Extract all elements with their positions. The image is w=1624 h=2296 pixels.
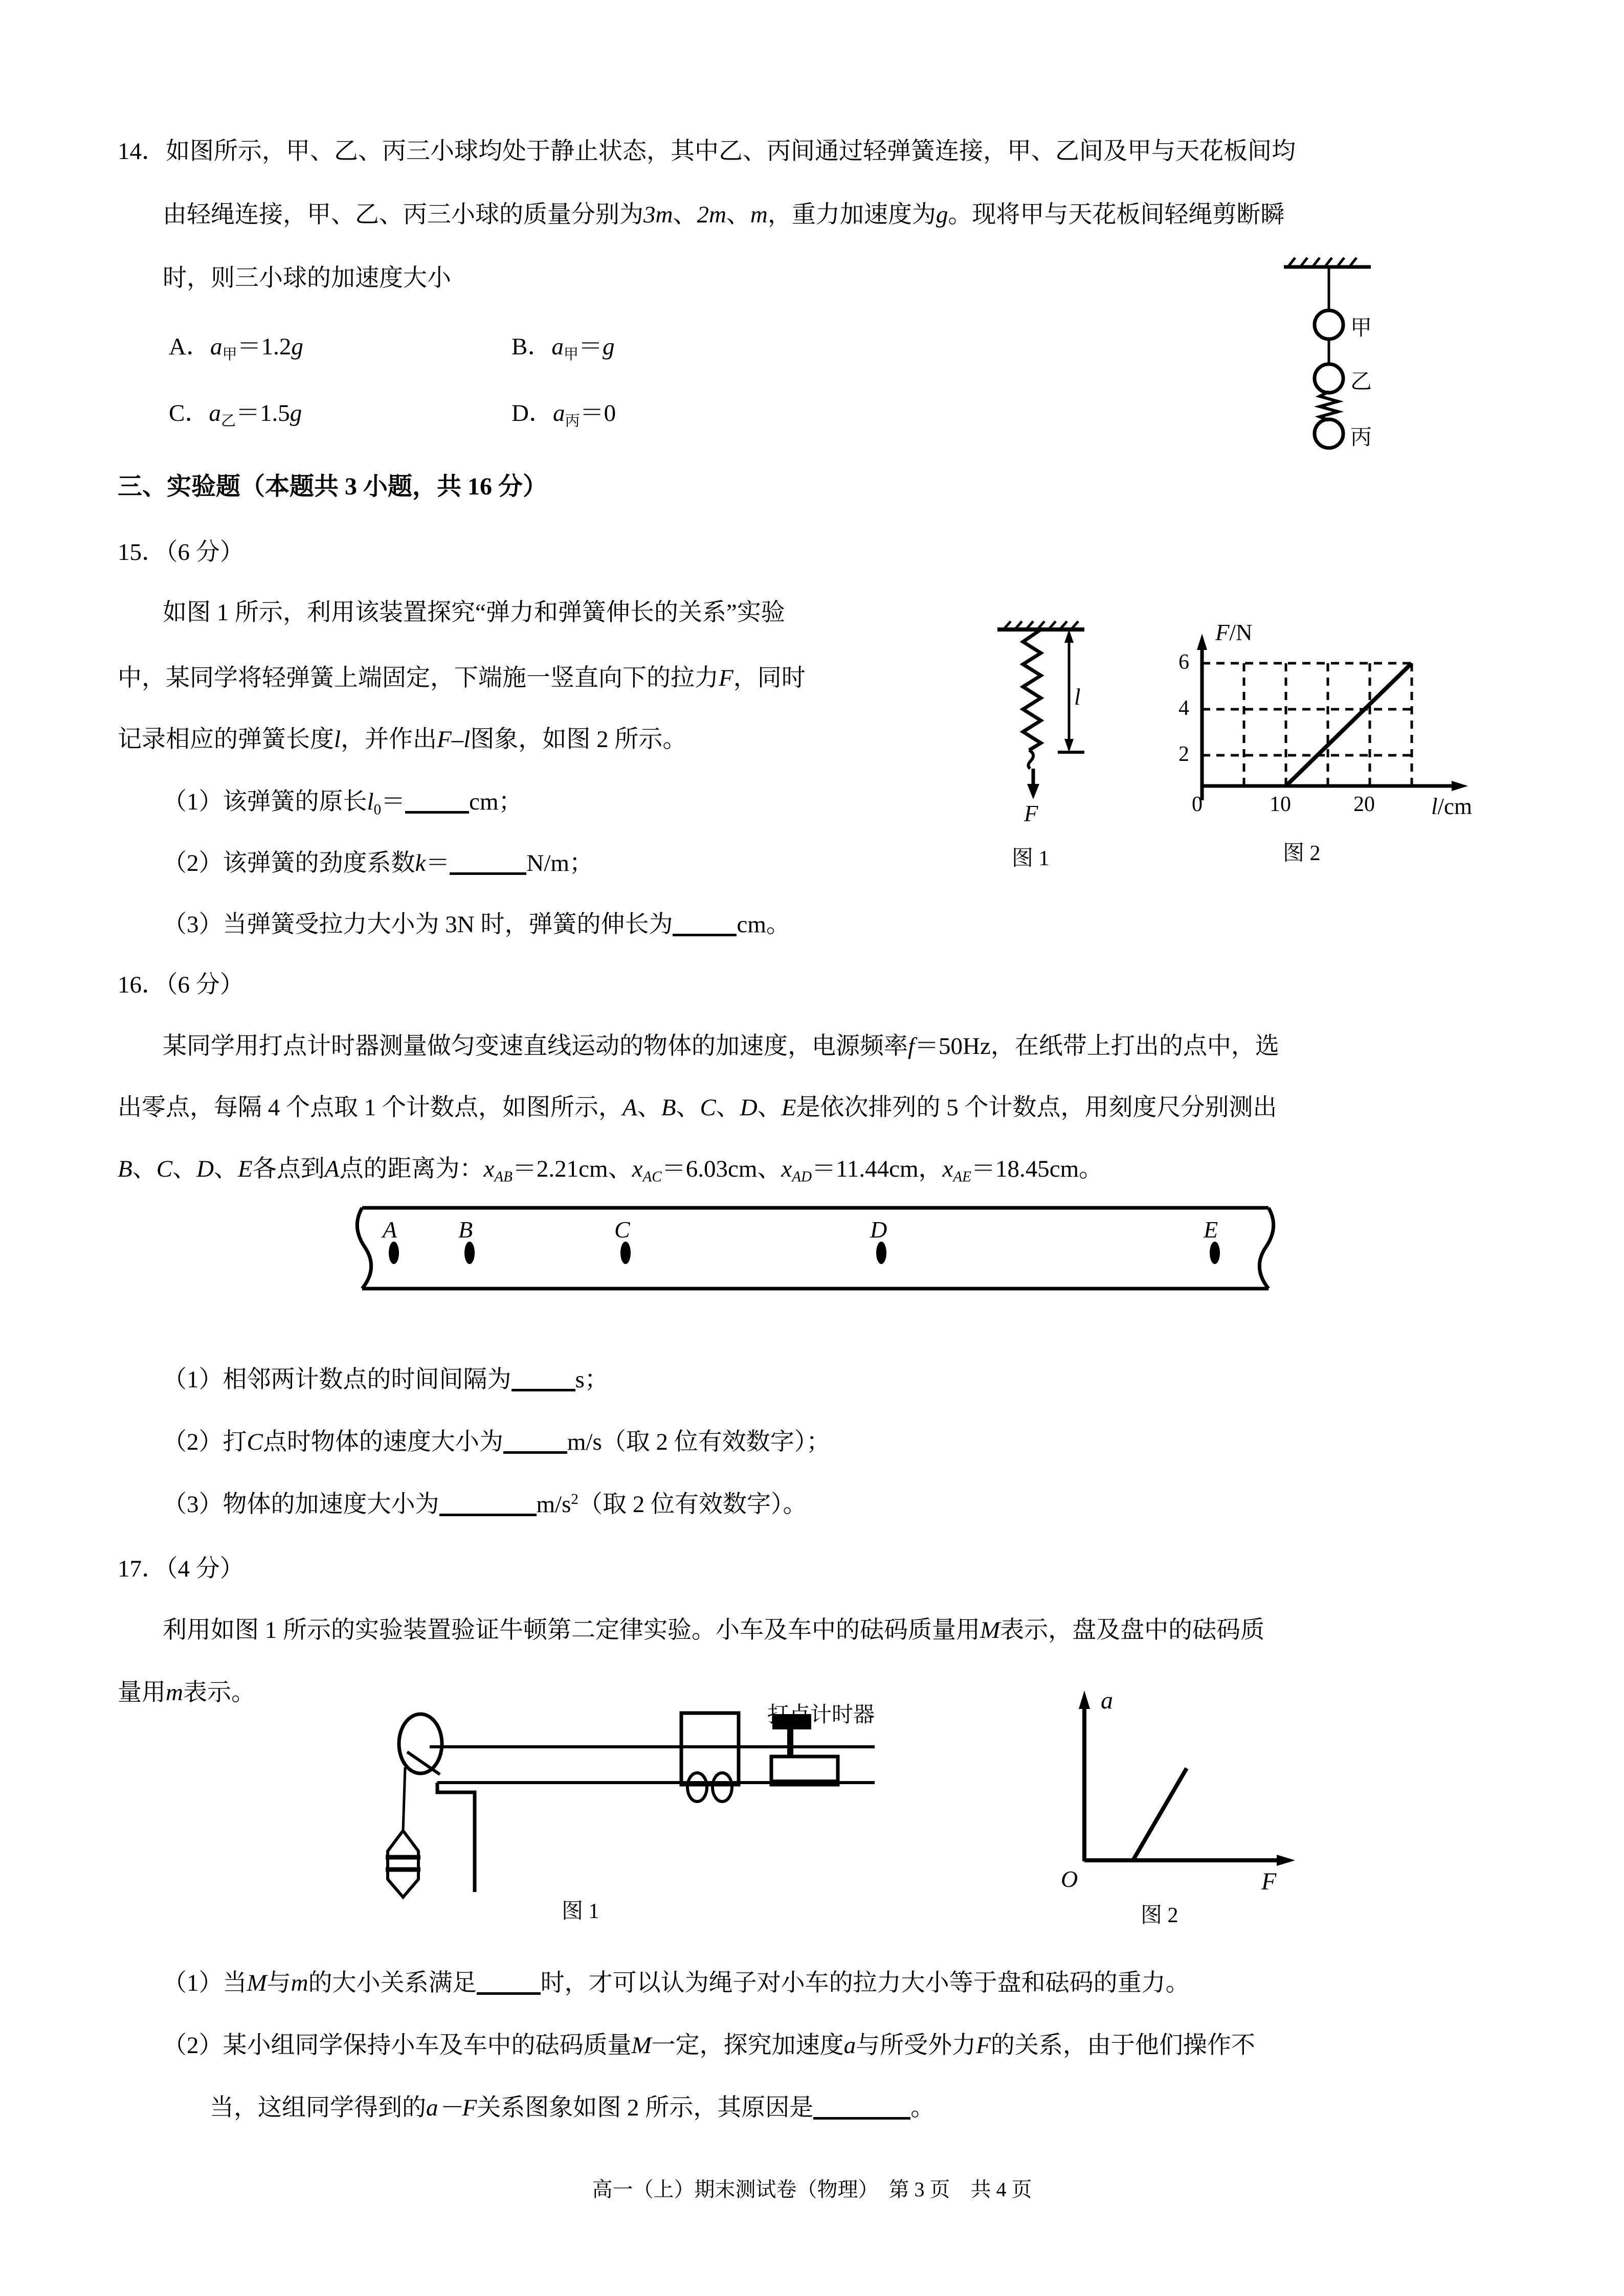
q16-line1-b: ＝50Hz，在纸带上打出的点中，选 — [915, 1033, 1279, 1060]
q15-sub3-a: （3）当弹簧受拉力大小为 3N 时，弹簧的伸长为 — [163, 911, 673, 938]
option-c-var: a — [209, 400, 221, 426]
option-c-unit: g — [290, 400, 302, 426]
measure-1-val: ＝6.03cm — [661, 1156, 758, 1182]
q15-force-label: F — [1024, 801, 1038, 826]
q16-header — [118, 965, 244, 1000]
q17-fig2-caption: 图 2 — [1141, 1904, 1178, 1927]
q14-line2-a: 由轻绳连接，甲、乙、丙三小球的质量分别为 — [163, 201, 643, 228]
q16-sub1-a: （1）相邻两计数点的时间间隔为 — [163, 1366, 511, 1393]
option-c-sub: 乙 — [220, 413, 236, 430]
q16-sub1 — [163, 1360, 609, 1394]
q15-figure1-spring — [992, 621, 1146, 870]
q14-line3-text: 时，则三小球的加速度大小 — [163, 265, 451, 291]
q16-score: （6 分） — [166, 972, 244, 998]
q17-sub1-d: 时，才可以认为绳子对小车的拉力大小等于盘和砝码的重力。 — [540, 1970, 1190, 1996]
q14-option-B — [511, 327, 614, 364]
page-footer — [0, 2173, 1624, 2202]
q15-sub3 — [163, 905, 790, 939]
section-3-heading — [118, 466, 547, 502]
option-a-var: a — [210, 333, 223, 360]
q15-chart-xtick-10: 10 — [1270, 793, 1291, 816]
q17-line2 — [118, 1673, 255, 1707]
q17-figure1-apparatus — [358, 1682, 926, 1923]
gravity-symbol: g — [936, 201, 948, 228]
q14-line3 — [163, 259, 451, 293]
q14-line2-c: 。现将甲与天花板间轻绳剪断瞬 — [948, 201, 1285, 228]
q16-line3: B、C、D、E各点到A点的距离为：$x_{AB}=2.21cm$、$x_{AC}=6.03cm$、$x_{AD}=11.44cm$，$x_{AE}=18.45cm$。 — [118, 1156, 1103, 1185]
option-a-sub: 甲 — [222, 346, 237, 363]
k-symbol: k — [415, 850, 426, 876]
q17-sub2-a: （2）某小组同学保持小车及车中的砝码质量 — [163, 2032, 632, 2059]
q15-fig2-caption: 图 2 — [1283, 842, 1321, 865]
l0-subscript: 0 — [373, 801, 382, 818]
q15-fig1-caption: 图 1 — [1012, 847, 1050, 870]
option-d-var: a — [552, 400, 565, 426]
q15-sub1 — [163, 782, 523, 818]
measure-1-sub: AC — [642, 1168, 662, 1185]
q15-line2-b: ，同时 — [733, 665, 806, 691]
point-a: A — [622, 1094, 637, 1121]
q14-line2-b: ，重力加速度为 — [767, 201, 936, 228]
option-b-sub: 甲 — [563, 346, 579, 363]
q15-sub2-eq: ＝ — [426, 850, 450, 876]
mass-3: m — [750, 201, 768, 228]
mass-2: 2m — [697, 201, 726, 228]
q17-sub1-blank[interactable] — [477, 1967, 541, 1995]
q14-line2 — [163, 195, 1284, 230]
option-d-sub: 丙 — [565, 413, 580, 430]
q17-sub2-line2: 当，这组同学得到的a－F关系图象如图 2 所示，其原因是 。 — [210, 2088, 935, 2123]
option-d-eq: ＝0 — [580, 400, 616, 426]
q17-chart-origin: O — [1061, 1866, 1078, 1892]
measure-3-sub: AE — [953, 1168, 971, 1185]
tape-label-E: E — [1204, 1217, 1218, 1243]
q15-sub3-blank[interactable] — [673, 909, 737, 936]
cart-mass-symbol: M — [980, 1617, 1000, 1644]
q17-score: （4 分） — [166, 1556, 244, 1582]
section-3-heading-text: 三、实验题（本题共 3 小题，共 16 分） — [118, 473, 548, 500]
option-c-tag: C． — [169, 400, 209, 426]
force-symbol: F — [719, 665, 733, 691]
q17-fig1-caption: 图 1 — [562, 1900, 599, 1923]
tape-label-D: D — [870, 1217, 887, 1243]
option-a-eq: ＝1.2 — [237, 333, 292, 360]
q16-sub3-unit-a: m/s — [536, 1491, 571, 1518]
q15-sub3-unit: cm。 — [737, 911, 790, 938]
q15-sub1-a: （1）该弹簧的原长 — [163, 789, 367, 815]
q15-sub2 — [163, 844, 593, 878]
q14-option-C — [169, 394, 302, 430]
l0-symbol: l — [367, 789, 374, 815]
q15-chart-xlabel: l/cm — [1431, 794, 1472, 819]
q16-sub2-a: （2）打 — [163, 1429, 247, 1455]
q15-score: （6 分） — [166, 539, 244, 566]
q14-option-A — [169, 327, 303, 364]
length-symbol: l — [334, 726, 341, 753]
q14-figure-hanging-balls — [1269, 256, 1483, 449]
q14-line1-text: 如图所示，甲、乙、丙三小球均处于静止状态，其中乙、丙间通过轻弹簧连接，甲、乙间及甲与天花板间均 — [166, 138, 1296, 165]
page-footer-text: 高一（上）期末测试卷（物理） 第 3 页 共 4 页 — [592, 2178, 1032, 2201]
q15-sub1-eq: ＝ — [381, 789, 406, 815]
q15-line2 — [118, 659, 806, 693]
q14-option-D — [511, 394, 616, 430]
q15-sub2-a: （2）该弹簧的劲度系数 — [163, 850, 415, 876]
q16-sub3-unit-sup: 2 — [571, 1491, 579, 1507]
measure-0-val: ＝2.21cm — [512, 1156, 608, 1182]
f-l-symbol: F–l — [437, 726, 471, 753]
q15-line3-c: 图象，如图 2 所示。 — [470, 726, 687, 753]
q15-line1-text: 如图 1 所示，利用该装置探究“弹力和弹簧伸长的关系”实验 — [163, 599, 785, 626]
q15-chart-xtick-20: 20 — [1353, 793, 1375, 816]
q16-line2-b: 是依次排列的 5 个计数点，用刻度尺分别测出 — [796, 1094, 1277, 1121]
q17-line1 — [163, 1611, 1264, 1645]
q15-figure2-f-l-chart — [1171, 616, 1488, 865]
q15-sub1-blank[interactable] — [405, 786, 469, 814]
q15-length-label: l — [1074, 684, 1081, 710]
tape-label-C: C — [614, 1217, 630, 1243]
q15-line3-a: 记录相应的弹簧长度 — [118, 726, 334, 753]
pan-mass-symbol: m — [166, 1679, 183, 1706]
q17-chart-ylabel: a — [1101, 1687, 1113, 1714]
q16-sub2-point-c: C — [247, 1429, 263, 1455]
q17-sub2-blank[interactable] — [813, 2092, 910, 2120]
option-d-tag: D． — [511, 400, 553, 426]
q15-chart-xtick-0: 0 — [1192, 793, 1203, 816]
tape-label-A: A — [383, 1217, 397, 1243]
option-c-eq: ＝1.5 — [235, 400, 290, 426]
q15-line1 — [163, 593, 785, 627]
q14-label-jia: 甲 — [1350, 317, 1372, 340]
q14-number: 14． — [118, 138, 166, 165]
tape-label-B: B — [458, 1217, 473, 1243]
sep: 、 — [726, 201, 750, 228]
q16-line2-a: 出零点，每隔 4 个点取 1 个计数点，如图所示， — [118, 1094, 622, 1121]
q15-line2-a: 中，某同学将轻弹簧上端固定，下端施一竖直向下的拉力 — [118, 665, 719, 691]
q15-sub2-unit: N/m； — [526, 850, 593, 876]
q15-number: 15． — [118, 539, 166, 566]
option-a-unit: g — [291, 333, 303, 360]
q17-sub2-line2-b: 关系图象如图 2 所示，其原因是 — [477, 2095, 814, 2121]
option-b-unit: g — [602, 333, 615, 360]
q16-line1 — [163, 1027, 1279, 1061]
q17-sub1-a: （1）当 — [163, 1970, 247, 1996]
measure-1-sym: x — [632, 1156, 643, 1182]
q16-sub3-unit-b: （取 2 位有效数字）。 — [578, 1491, 807, 1518]
q17-header — [118, 1549, 244, 1584]
option-b-tag: B． — [511, 333, 552, 360]
q16-sub3 — [163, 1485, 807, 1519]
q17-timer-label: 打点计时器 — [767, 1703, 875, 1727]
q17-sub2: （2）某小组同学保持小车及车中的砝码质量M一定，探究加速度a与所受外力F的关系，由于他们操作不 — [163, 2032, 1255, 2059]
measure-2-val: ＝11.44cm — [812, 1156, 919, 1182]
option-a-tag: A． — [169, 333, 210, 360]
sep: 、 — [673, 201, 697, 228]
q17-line1-a: 利用如图 1 所示的实验装置验证牛顿第二定律实验。小车及车中的砝码质量用 — [163, 1617, 980, 1644]
q17-sub1: （1）当M与m的大小关系满足 时，才可以认为绳子对小车的拉力大小等于盘和砝码的重力。 — [163, 1964, 1190, 1998]
q16-number: 16． — [118, 972, 166, 998]
q15-sub1-unit: cm； — [469, 789, 523, 815]
measure-0-sym: x — [483, 1156, 495, 1182]
point-d: D — [740, 1094, 758, 1121]
a-f-symbol: a－F — [426, 2095, 477, 2121]
q17-chart-xlabel: F — [1261, 1868, 1277, 1895]
q15-chart-ytick-2: 2 — [1178, 742, 1189, 766]
q17-line2-b: 表示。 — [183, 1679, 255, 1706]
q15-sub2-blank[interactable] — [450, 847, 526, 875]
q16-sub3-a: （3）物体的加速度大小为 — [163, 1491, 439, 1518]
q17-sub2-line2-a: 当，这组同学得到的 — [210, 2095, 426, 2121]
measure-0-sub: AB — [494, 1168, 513, 1185]
q15-chart-ytick-6: 6 — [1178, 650, 1189, 674]
q16-sub2-b: 点时物体的速度大小为 — [262, 1429, 503, 1455]
q16-line1-a: 某同学用打点计时器测量做匀变速直线运动的物体的加速度，电源频率 — [163, 1033, 908, 1060]
q17-figure2-a-f-chart — [1038, 1677, 1315, 1927]
frequency-symbol: f — [908, 1033, 915, 1060]
q16-sub3-blank[interactable] — [439, 1489, 537, 1516]
q14-label-yi: 乙 — [1350, 370, 1372, 394]
q15-chart-ylabel: F/N — [1215, 620, 1253, 645]
q17-line2-a: 量用 — [118, 1679, 166, 1706]
point-e: E — [781, 1094, 796, 1121]
q16-sub2-blank[interactable] — [503, 1426, 567, 1454]
q16-sub2 — [163, 1423, 830, 1457]
q16-sub2-unit: m/s（取 2 位有效数字）； — [567, 1429, 831, 1455]
q14-label-bing: 丙 — [1350, 426, 1372, 449]
option-b-eq: ＝ — [578, 333, 603, 360]
q15-chart-ytick-4: 4 — [1178, 696, 1189, 720]
mass-1: 3m — [643, 201, 673, 228]
measure-2-sub: AD — [792, 1168, 812, 1185]
q14-line1 — [118, 132, 1296, 166]
q16-line2: 出零点，每隔 4 个点取 1 个计数点，如图所示，A、B、C、D、E是依次排列的 5 个计数点，用刻度尺分别测出 — [118, 1094, 1277, 1121]
measure-3-val: ＝18.45cm — [971, 1156, 1079, 1182]
q15-line3-b: ，并作出 — [341, 726, 437, 753]
measure-2-sym: x — [781, 1156, 792, 1182]
q17-line1-b: 表示，盘及盘中的砝码质 — [1000, 1617, 1265, 1644]
measure-3-sym: x — [942, 1156, 953, 1182]
point-b: B — [661, 1094, 676, 1121]
option-b-var: a — [551, 333, 564, 360]
point-c: C — [700, 1094, 716, 1121]
q16-sub1-blank[interactable] — [511, 1364, 575, 1391]
q15-line3 — [118, 720, 686, 754]
q15-header — [118, 533, 244, 567]
q17-number: 17． — [118, 1556, 166, 1582]
q16-figure-paper-tape — [353, 1202, 1279, 1299]
q16-sub1-unit: s； — [575, 1366, 609, 1393]
